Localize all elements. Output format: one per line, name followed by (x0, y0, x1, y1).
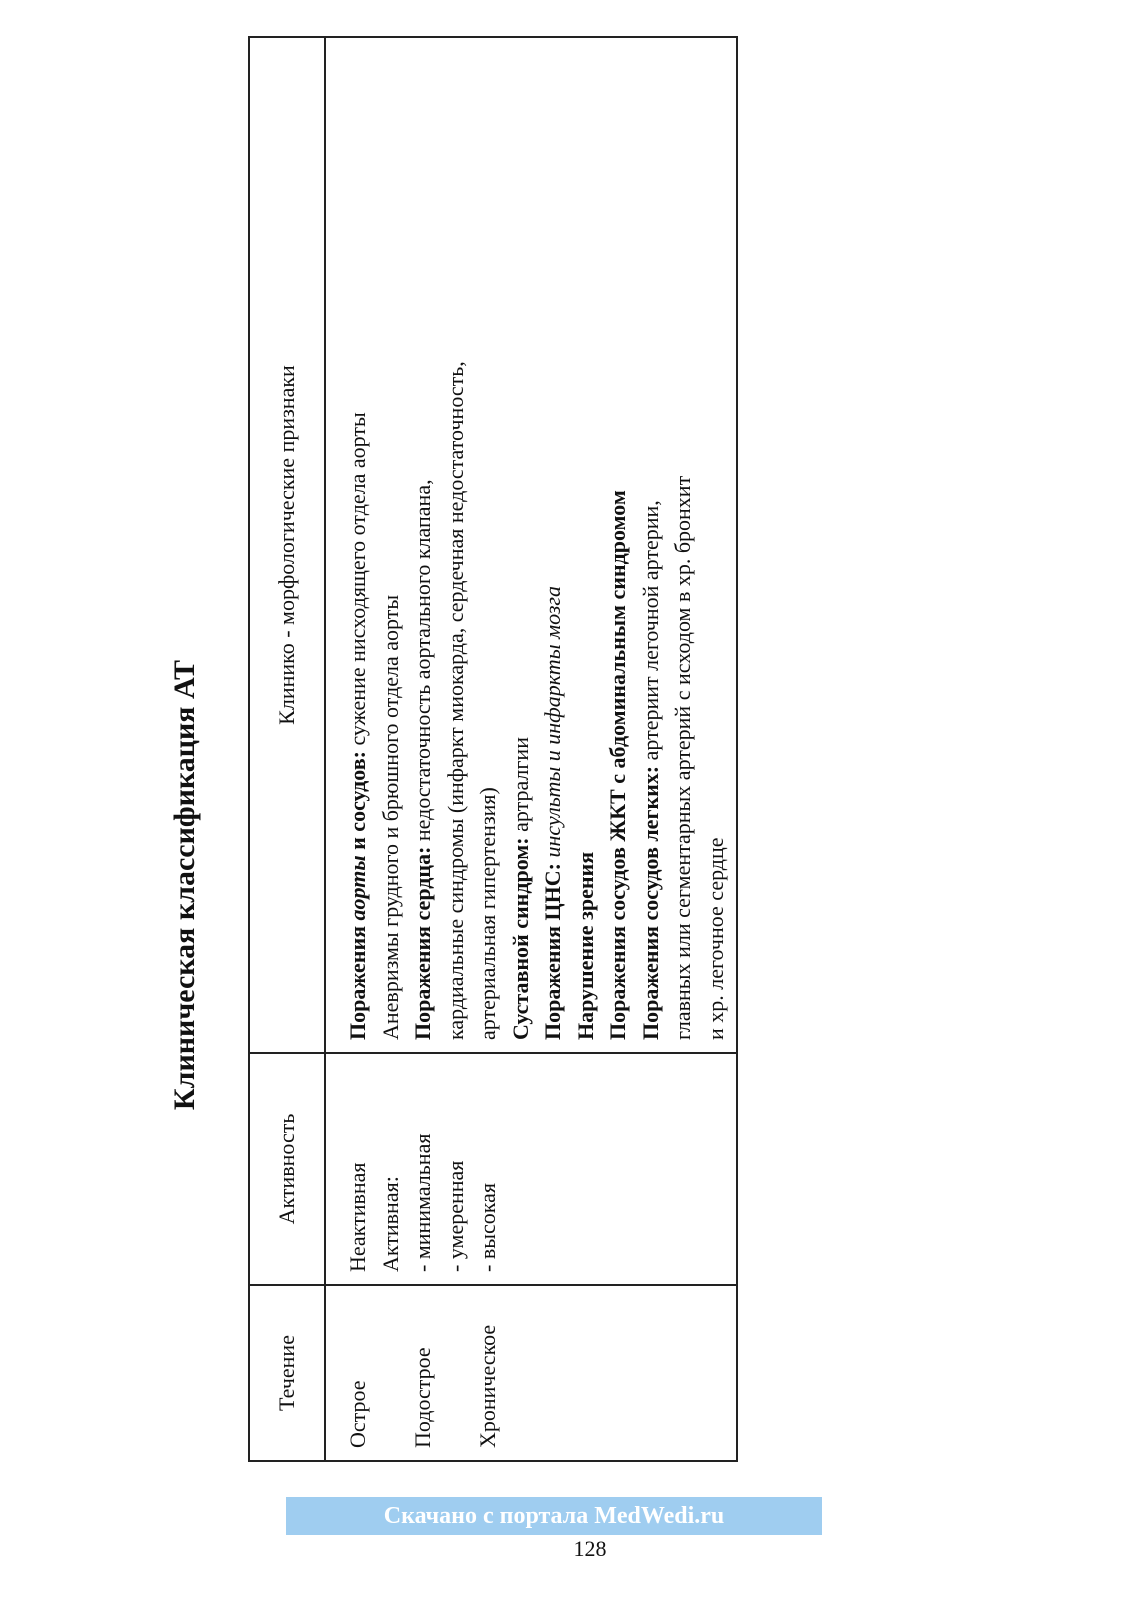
activity-item: Неактивная (345, 1162, 370, 1272)
sign-text: артралгии (507, 737, 533, 838)
sign-text: Аневризмы грудного и брюшного отдела аорты (377, 594, 403, 1040)
page-number: 128 (573, 1536, 607, 1561)
activity-item: Активная: (377, 1176, 403, 1272)
sign-line (667, 48, 700, 1040)
sign-line (440, 48, 473, 1040)
sign-label: Поражения сердца: (410, 846, 435, 1040)
table-header-row (249, 37, 325, 1461)
rotated-page (160, 30, 770, 1530)
course-cell (325, 1285, 737, 1461)
sign-line (505, 48, 538, 1040)
sign-label: Поражения (345, 920, 370, 1040)
course-item: Хроническое (475, 1324, 500, 1448)
header-course: Течение (249, 1285, 325, 1461)
sign-label: Поражения сосудов ЖКТ с абдоминальным синдромом (605, 490, 630, 1040)
sign-line (537, 48, 570, 1040)
sign-text: главных или сегментарных артерий с исходом в хр. бронхит (670, 475, 695, 1040)
activity-item: - умеренная (442, 1160, 468, 1272)
sign-label: Суставной синдром: (507, 837, 533, 1040)
signs-cell (325, 37, 737, 1053)
sign-label: Нарушение зрения (572, 851, 598, 1040)
sign-text: артериит легочной артерии, (637, 500, 663, 766)
sign-text: инсульты и инфаркты мозга (540, 585, 565, 864)
activity-cell (325, 1053, 737, 1285)
table-row (325, 37, 737, 1461)
course-item: Острое (345, 1380, 370, 1448)
header-signs: Клинико - морфологические признаки (249, 37, 325, 1053)
sign-line (375, 48, 408, 1040)
sign-label-italic: аорты (345, 855, 370, 921)
download-banner: Скачано с портала MedWedi.ru (286, 1497, 822, 1535)
sign-line (635, 48, 668, 1040)
sign-line (700, 48, 733, 1040)
sign-text: недостаточность аортального клапана, (410, 479, 435, 847)
sign-text: сужение нисходящего отдела аорты (345, 412, 370, 752)
sign-line (342, 48, 375, 1040)
sign-line (407, 48, 440, 1040)
sign-text: кардиальные синдромы (инфаркт миокарда, сердечная недостаточность, (442, 361, 468, 1040)
activity-item: - высокая (475, 1183, 500, 1272)
sign-line (570, 48, 603, 1040)
course-item: Подострое (410, 1347, 435, 1448)
sign-line (602, 48, 635, 1040)
sign-label-cont: и сосудов: (345, 751, 370, 856)
page-title: Клиническая классификация АТ (168, 659, 201, 1111)
sign-label: Поражения сосудов легких: (637, 765, 663, 1040)
activity-item: - минимальная (410, 1133, 435, 1272)
sign-text: артериальная гипертензия) (475, 787, 500, 1040)
sign-line (472, 48, 505, 1040)
sign-text: и хр. легочное сердце (702, 837, 728, 1040)
sign-label: Поражения ЦНС: (540, 863, 565, 1040)
header-activity: Активность (249, 1053, 325, 1285)
classification-table (248, 36, 738, 1462)
